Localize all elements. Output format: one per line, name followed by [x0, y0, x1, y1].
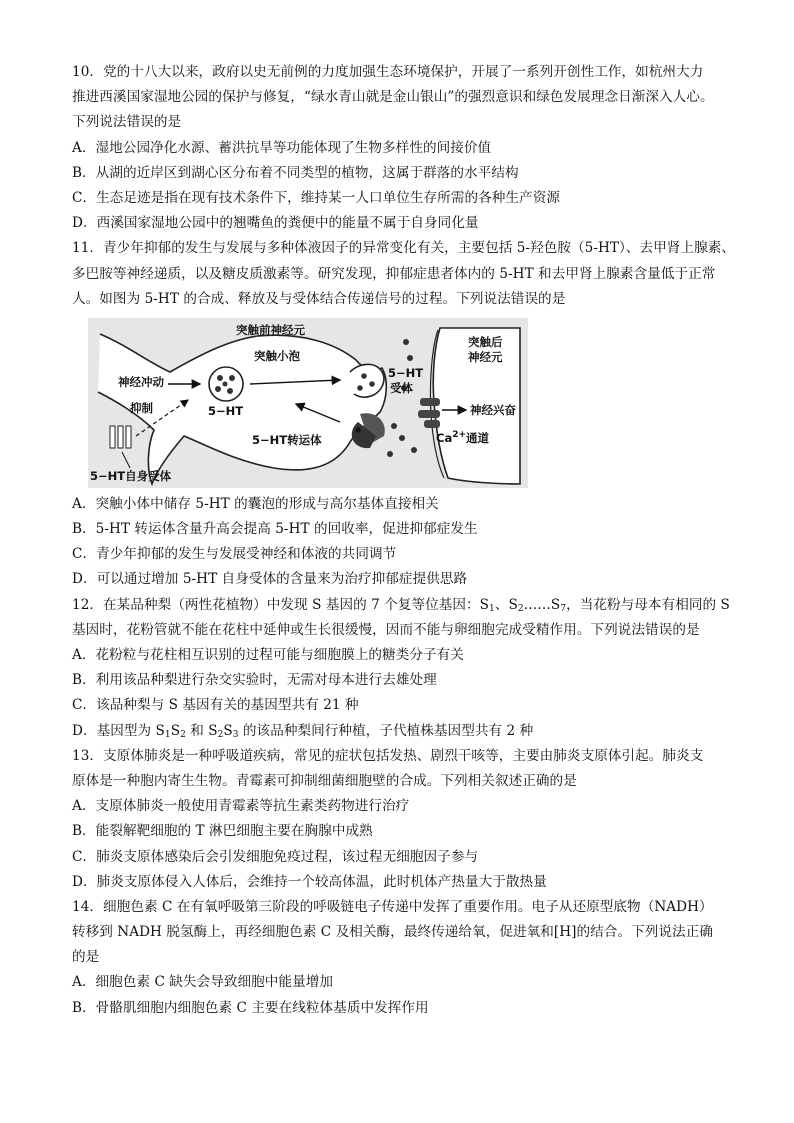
question-stem: 人。如图为 5-HT 的合成、释放及与受体结合传递信号的过程。下列说法错误的是: [72, 290, 566, 307]
option-c: C．生态足迹是指在现有技术条件下，维持某一人口单位生存所需的各种生产资源: [72, 189, 560, 206]
question-stem: 推进西溪国家湿地公园的保护与修复，“绿水青山就是金山银山”的强烈意识和绿色发展理念日渐深入人心。: [72, 89, 714, 106]
cleft-5ht-dot: [407, 355, 413, 361]
question-10: [72, 60, 732, 236]
cleft-5ht-dot: [403, 339, 409, 345]
ca-channel: [418, 410, 440, 418]
question-stem: 多巴胺等神经递质，以及糖皮质激素等。研究发现，抑郁症患者体内的 5-HT 和去甲肾上腺素含量低于正常: [72, 265, 716, 282]
fusing-vesicle-dot: [357, 385, 363, 391]
option-d: D．西溪国家湿地公园中的翘嘴鱼的粪便中的能量不属于自身同化量: [72, 215, 479, 232]
option-a: A．花粉粒与花柱相互识别的过程可能与细胞膜上的糖类分子有关: [72, 647, 464, 663]
autoreceptor-bar: [118, 426, 123, 448]
question-13: [72, 744, 732, 895]
transported-5ht-dot: [355, 427, 360, 432]
cleft-5ht-dot: [387, 451, 393, 457]
question-14: [72, 895, 732, 1021]
question-stem: 10．党的十八大以来，政府以史无前例的力度加强生态环境保护，开展了一系列开创性工作，如杭州大力: [72, 64, 704, 80]
question-stem: 的是: [72, 949, 100, 966]
synapse-diagram-art: [88, 318, 528, 488]
option-d: D．基因型为 $S_1S_2$ 和 $S_2S_3$ 的该品种梨间行种植，子代植株基因型共有 2 种: [72, 722, 534, 740]
question-stem: 基因时，花粉管就不能在花柱中延伸或生长很缓慢，因而不能与卵细胞完成受精作用。下列说法错误的是: [72, 621, 700, 638]
option-b: B．利用该品种梨进行杂交实验时，无需对母本进行去雄处理: [72, 672, 437, 689]
question-stem: 转移到 NADH 脱氢酶上，再经细胞色素 C 及相关酶，最终传递给氧，促进氧和[H]的结合。下列说法正确: [72, 924, 713, 941]
option-d: D．肺炎支原体侵入人体后，会维持一个较高体温，此时机体产热量大于散热量: [72, 873, 547, 890]
label-5ht-transporter: 5−HT转运体: [252, 432, 322, 447]
cleft-5ht-dot: [411, 447, 417, 453]
option-b: B．从湖的近岸区到湖心区分布着不同类型的植物，这属于群落的水平结构: [72, 164, 519, 181]
option-b: B．能裂解靶细胞的 T 淋巴细胞主要在胸腺中成熟: [72, 823, 373, 840]
option-a: A．湿地公园净化水源、蓄洪抗旱等功能体现了生物多样性的间接价值: [72, 139, 492, 156]
label-postsynaptic-neuron: 神经元: [468, 349, 503, 364]
fusing-vesicle-dot: [361, 373, 367, 379]
question-stem: 11．青少年抑郁的发生与发展与多种体液因子的异常变化有关，主要包括 5-羟色胺（5-HT）、去甲肾上腺素、: [72, 240, 735, 257]
autoreceptor-bar: [110, 426, 115, 448]
vesicle-5ht-dot: [227, 388, 233, 394]
option-a: A．支原体肺炎一般使用青霉素等抗生素类药物进行治疗: [72, 798, 410, 815]
cleft-5ht-dot: [391, 423, 397, 429]
option-b: B．骨骼肌细胞内细胞色素 C 主要在线粒体基质中发挥作用: [72, 999, 429, 1016]
label-postsynaptic: 突触后: [468, 334, 503, 349]
synapse-diagram: [88, 318, 528, 488]
option-b: B．5-HT 转运体含量升高会提高 5-HT 的回收率，促进抑郁症发生: [72, 521, 478, 538]
question-stem: 14．细胞色素 C 在有氧呼吸第三阶段的呼吸链电子传递中发挥了重要作用。电子从还原型底物（NADH）: [72, 898, 713, 915]
label-vesicle: 突触小泡: [254, 348, 300, 363]
vesicle-5ht-dot: [215, 386, 221, 392]
vesicle-5ht-dot: [217, 375, 223, 381]
question-stem: 13．支原体肺炎是一种呼吸道疾病，常见的症状包括发热、剧烈干咳等，主要由肺炎支原体引起。肺炎支: [72, 747, 704, 764]
cleft-5ht-dot: [399, 435, 405, 441]
label-nerve-excitation: 神经兴奋: [470, 402, 516, 417]
label-inhibit: 抑制: [130, 400, 153, 415]
question-stem: 原体是一种胞内寄生生物。青霉素可抑制细菌细胞壁的合成。下列相关叙述正确的是: [72, 772, 577, 789]
option-a: A．细胞色素 C 缺失会导致细胞中能量增加: [72, 974, 334, 991]
question-12: [72, 593, 732, 744]
option-c: C．青少年抑郁的发生与发展受神经和体液的共同调节: [72, 546, 397, 563]
fusing-vesicle-dot: [369, 381, 375, 387]
option-c: C．该品种梨与 S 基因有关的基因型共有 21 种: [72, 697, 359, 714]
question-stem: 下列说法错误的是: [72, 114, 182, 131]
option-d: D．可以通过增加 5-HT 自身受体的含量来为治疗抑郁症提供思路: [72, 571, 468, 588]
label-nerve-impulse: 神经冲动: [118, 374, 164, 389]
ca-channel-lower: [424, 420, 440, 428]
label-5ht: 5−HT: [208, 403, 244, 418]
question-11: [72, 236, 735, 592]
label-5ht-autoreceptor: 5−HT自身受体: [90, 468, 172, 483]
vesicle-5ht-dot: [223, 381, 228, 386]
5ht-receptor: [420, 398, 440, 406]
label-5ht-receptor: 5−HT: [388, 365, 424, 380]
label-ca-channel: $Ca^{2+}$通道: [436, 429, 490, 445]
vesicle-5ht-dot: [229, 375, 235, 381]
option-c: C．肺炎支原体感染后会引发细胞免疫过程，该过程无细胞因子参与: [72, 848, 479, 865]
label-receptor: 受体: [390, 380, 413, 395]
question-stem: 12．在某品种梨（两性花植物）中发现 S 基因的 7 个复等位基因：$S_1$、$S_2\dots\dots S_7$，当花粉与母本有相同的 S: [72, 596, 730, 614]
autoreceptor-bar: [126, 426, 131, 448]
fusing-vesicle: [350, 364, 384, 397]
label-presynaptic-neuron: 突触前神经元: [236, 322, 305, 337]
exam-page: [72, 60, 735, 1021]
option-a: A．突触小体中储存 5-HT 的囊泡的形成与高尔基体直接相关: [72, 495, 439, 512]
